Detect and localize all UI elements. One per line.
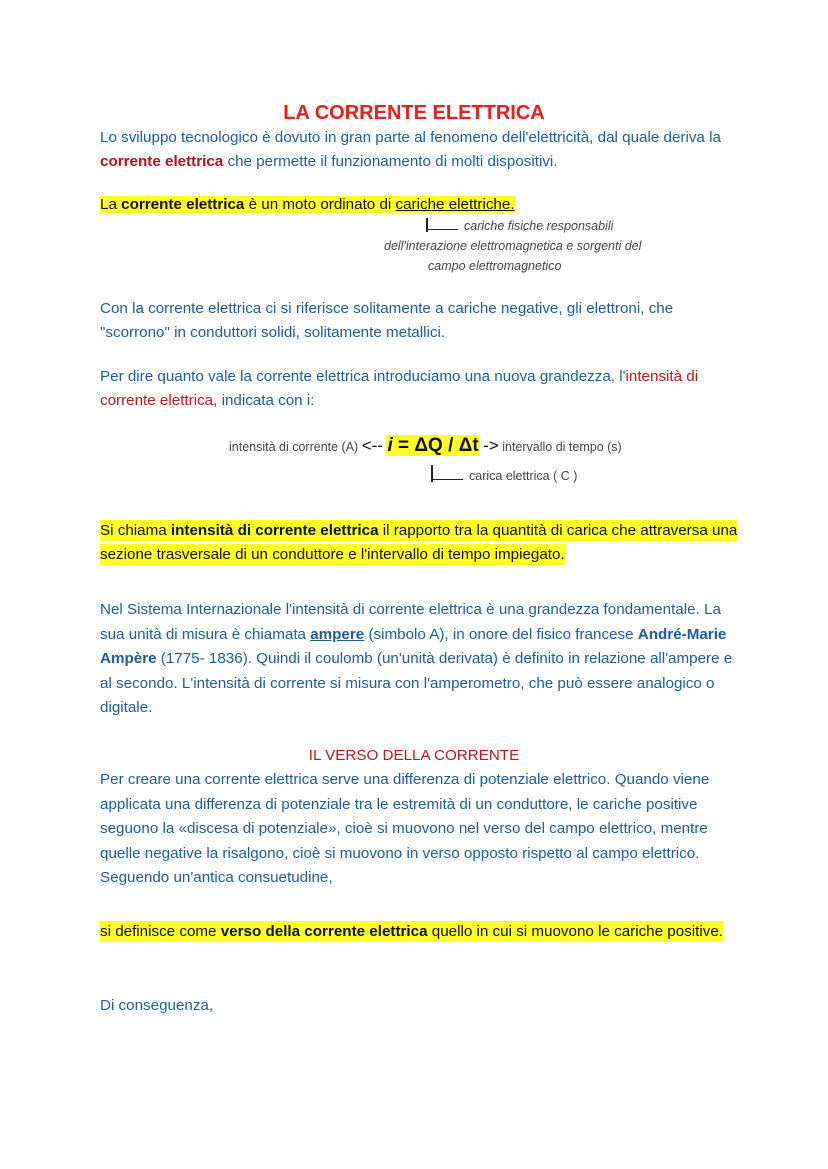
definition-term: intensità di corrente elettrica bbox=[170, 522, 379, 539]
charge-annotation bbox=[431, 464, 577, 488]
right-arrow-icon: -> bbox=[483, 436, 499, 455]
definition-intensity bbox=[100, 519, 740, 567]
intro-text-end: che permette il funzionamento di molti dispositivi. bbox=[223, 153, 558, 170]
note-text-1: cariche fisiche responsabili bbox=[464, 219, 614, 233]
ampere-name: André-Marie Ampère bbox=[100, 625, 727, 667]
highlighted-definition bbox=[100, 196, 515, 213]
electrons-paragraph: Con la corrente elettrica ci si riferisce solitamente a cariche negative, gli elettroni, che "scorrono" in conduttori solidi, solitamente metallici. bbox=[100, 300, 674, 341]
intensity-term: intensità di corrente elettrica bbox=[100, 368, 699, 409]
definition-suffix: il rapporto tra la quantità di carica che attraversa una sezione trasversale di un conduttore e l'intervallo di tempo impiegato. bbox=[100, 522, 738, 563]
formula-symbol: i bbox=[387, 435, 393, 456]
intensity-intro-end: , indicata con i: bbox=[213, 392, 315, 409]
highlighted-definition bbox=[100, 921, 723, 942]
charges-note-line2: dell'interazione elettromagnetica e sorgenti del bbox=[384, 239, 642, 253]
formula-line bbox=[229, 434, 622, 459]
definition-middle: è un moto ordinato di bbox=[244, 196, 396, 213]
definition-prefix: Si chiama bbox=[100, 522, 171, 539]
si-paragraph bbox=[100, 598, 740, 721]
charge-label: carica elettrica ( C ) bbox=[469, 469, 578, 483]
ampere-link[interactable]: ampere bbox=[310, 625, 365, 643]
formula-left-label: intensità di corrente (A) bbox=[229, 440, 359, 454]
si-text-2: (simbolo A), in onore del fisico francese bbox=[364, 625, 638, 643]
si-text-3: (1775- 1836). Quindi il coulomb (un'unità derivata) è definito in relazione all'ampere e al secondo. L'intensità di corrente si misura con l'amperometro, che può essere analogico o digitale. bbox=[100, 650, 733, 716]
definition-prefix: La bbox=[100, 196, 122, 213]
highlighted-definition bbox=[100, 520, 737, 565]
connector-line bbox=[428, 229, 458, 230]
definition-term: corrente elettrica bbox=[121, 196, 245, 213]
verso-paragraph: Per creare una corrente elettrica serve una differenza di potenziale elettrico. Quando viene applicata una differenza di potenziale tra le estremità di un conduttore, le cariche positive seguono la «discesa di potenziale», cioè si muovono nel verso del campo elettrico, mentre quelle negative la risalgono, cioè si muovono in verso opposto rispetto al campo elettrico. Seguendo un'antica consuetudine, bbox=[100, 771, 710, 886]
definition-verso bbox=[100, 920, 740, 944]
intensity-intro-paragraph bbox=[100, 365, 740, 413]
closing-line: Di conseguenza, bbox=[100, 997, 214, 1014]
intro-paragraph bbox=[100, 126, 740, 174]
si-text: Nel Sistema Internazionale l'intensità di corrente elettrica è una grandezza fondamentale. La sua unità di misura è chiamata bbox=[100, 601, 721, 643]
charges-note-line1 bbox=[426, 216, 613, 236]
formula-right-label: intervallo di tempo (s) bbox=[502, 440, 622, 454]
section-heading-verso: IL VERSO DELLA CORRENTE bbox=[308, 747, 520, 764]
charges-note-line3: campo elettromagnetico bbox=[428, 259, 562, 273]
intro-emphasis: corrente elettrica bbox=[100, 153, 224, 170]
intensity-intro-text: Per dire quanto vale la corrente elettrica introduciamo una nuova grandezza, l' bbox=[100, 368, 626, 385]
definition-prefix: si definisce come bbox=[100, 923, 221, 940]
page-title: LA CORRENTE ELETTRICA bbox=[283, 102, 545, 124]
definition-suffix: quello in cui si muovono le cariche positive. bbox=[427, 923, 724, 940]
definition-term: verso della corrente elettrica bbox=[220, 923, 428, 940]
underlined-term: cariche elettriche. bbox=[395, 196, 515, 213]
intro-text: Lo sviluppo tecnologico è dovuto in gran parte al fenomeno dell'elettricità, dal quale deriva la bbox=[100, 129, 721, 146]
connector-line bbox=[433, 479, 463, 480]
left-arrow-icon: <-- bbox=[361, 436, 383, 455]
formula-body: = ΔQ / Δt bbox=[392, 435, 479, 456]
formula-expression bbox=[386, 435, 479, 456]
definition-corrente bbox=[100, 193, 740, 217]
